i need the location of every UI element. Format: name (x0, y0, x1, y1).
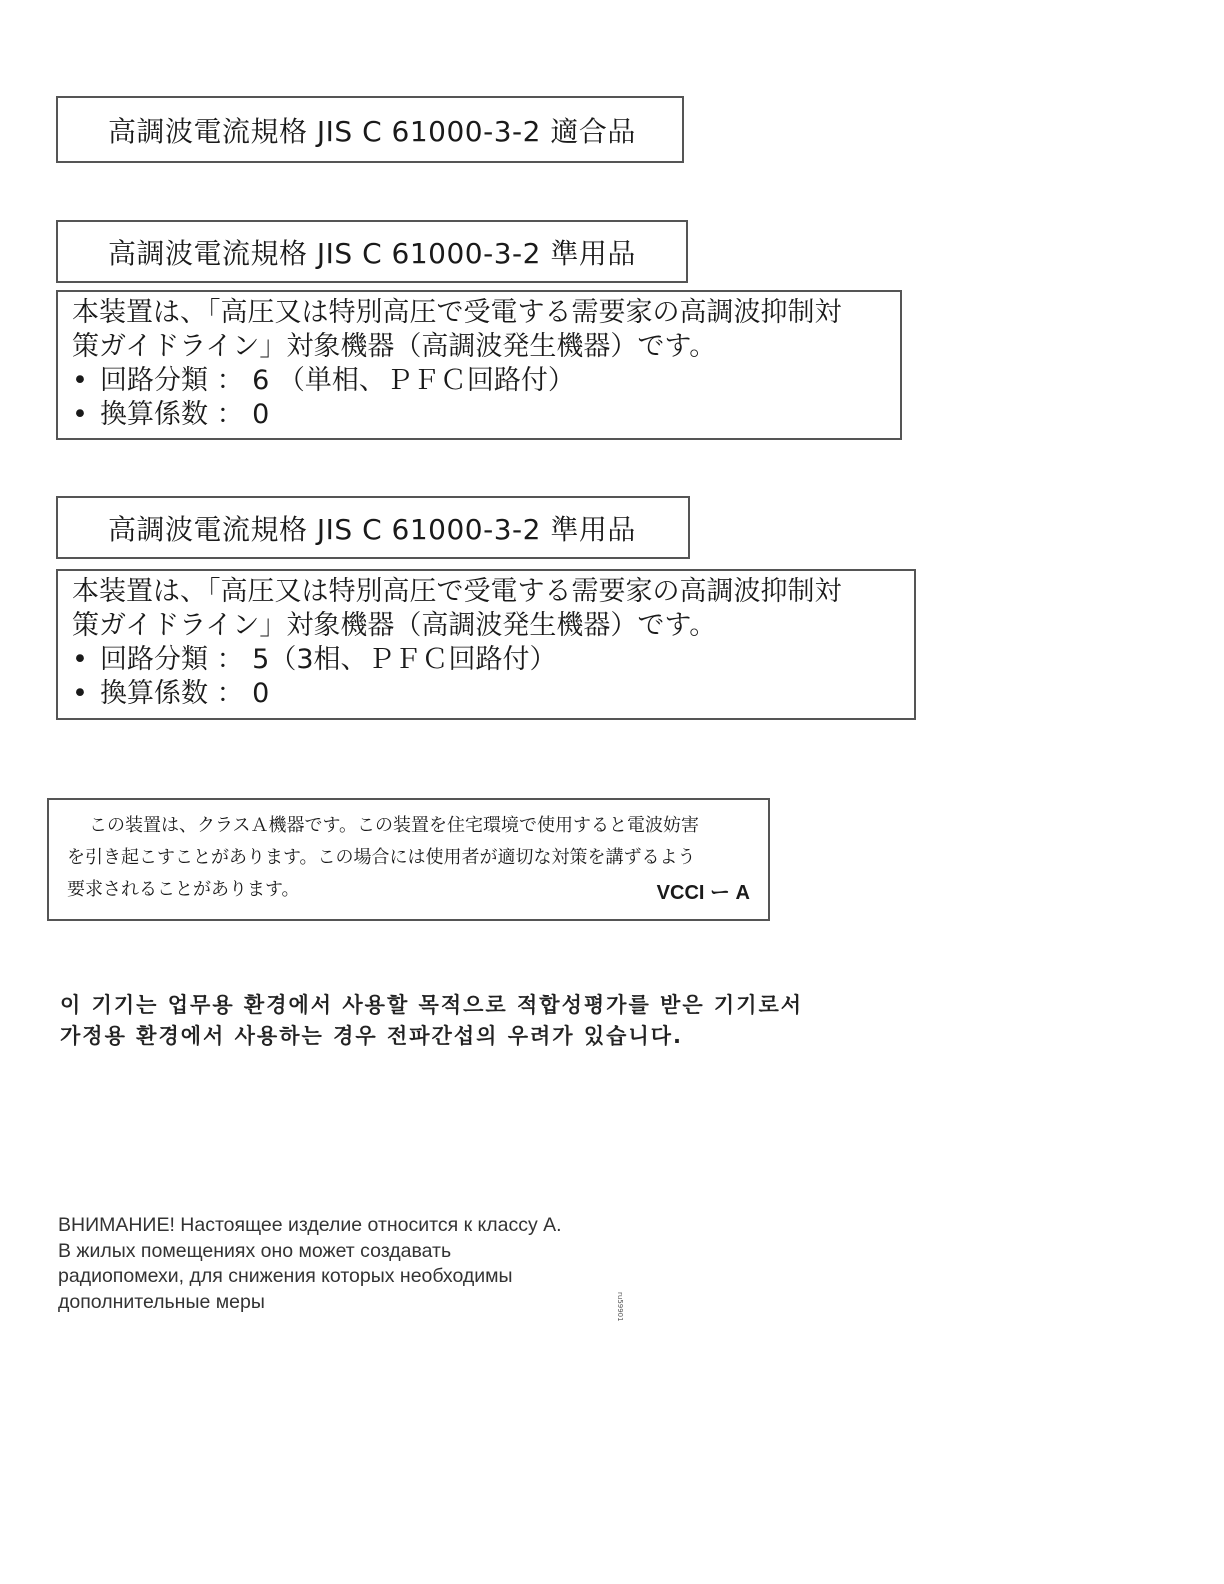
russian-line3: радиопомехи, для снижения которых необходимы (58, 1265, 513, 1287)
harmonics-block-1-bullet-2 (72, 398, 900, 432)
harmonics-block-2-title-box (56, 496, 690, 559)
harmonics-block-1-info-box (56, 290, 902, 440)
russian-line1: ВНИМАНИЕ! Настоящее изделие относится к классу А. (58, 1214, 562, 1236)
harmonics-block-1-line2: 策ガイドライン」対象機器（高調波発生機器）です。 (72, 331, 717, 362)
circuit-class-text: 回路分類 ： 6 （単相、ＰＦＣ回路付） (100, 365, 575, 396)
vcci-line1: この装置は、クラスＡ機器です。この装置を住宅環境で使用すると電波妨害 (89, 815, 700, 836)
harmonics-block-1-bullet-1 (72, 364, 900, 398)
vcci-line3: 要求されることがあります。 (67, 879, 300, 900)
harmonics-block-2-bullet-1 (72, 643, 914, 677)
bullet-icon: • (72, 644, 88, 675)
bullet-icon: • (72, 678, 88, 709)
harmonics-block-1-title-box (56, 220, 688, 283)
conversion-factor-text: 換算係数 ： 0 (100, 399, 270, 430)
figure-id: ru59901 (616, 1292, 624, 1322)
harmonics-conformant-title: 高調波電流規格 JIS C 61000-3-2 適合品 (108, 114, 636, 148)
korean-line2: 가정용 환경에서 사용하는 경우 전파간섭의 우려가 있습니다. (60, 1024, 683, 1048)
circuit-class-text: 回路分類 ： 5（3相、ＰＦＣ回路付） (100, 644, 557, 675)
korean-line1: 이 기기는 업무용 환경에서 사용할 목적으로 적합성평가를 받은 기기로서 (60, 993, 804, 1017)
conversion-factor-text: 換算係数 ： 0 (100, 678, 270, 709)
russian-line2: В жилых помещениях оно может создавать (58, 1239, 452, 1262)
harmonics-conformant-box (56, 96, 684, 163)
harmonics-block-1-line1: 本装置は、「高圧又は特別高圧で受電する需要家の高調波抑制対 (72, 297, 842, 328)
harmonics-block-2-bullet-2 (72, 677, 914, 711)
harmonics-block-2-title: 高調波電流規格 JIS C 61000-3-2 準用品 (108, 512, 636, 546)
harmonics-block-2-line1: 本装置は、「高圧又は特別高圧で受電する需要家の高調波抑制対 (72, 576, 842, 607)
harmonics-block-1-title: 高調波電流規格 JIS C 61000-3-2 準用品 (108, 236, 636, 270)
russian-notice (58, 1213, 562, 1315)
bullet-icon: • (72, 365, 88, 396)
vcci-line2: を引き起こすことがあります。この場合には使用者が適切な対策を講ずるよう (67, 847, 696, 868)
harmonics-block-2-line2: 策ガイドライン」対象機器（高調波発生機器）です。 (72, 610, 717, 641)
vcci-notice-box (47, 798, 770, 921)
vcci-class-mark: VCCI ー A (656, 882, 750, 904)
russian-line4: дополнительные меры (58, 1290, 265, 1313)
harmonics-block-2-info-box (56, 569, 916, 720)
korean-notice (60, 990, 803, 1052)
bullet-icon: • (72, 399, 88, 430)
